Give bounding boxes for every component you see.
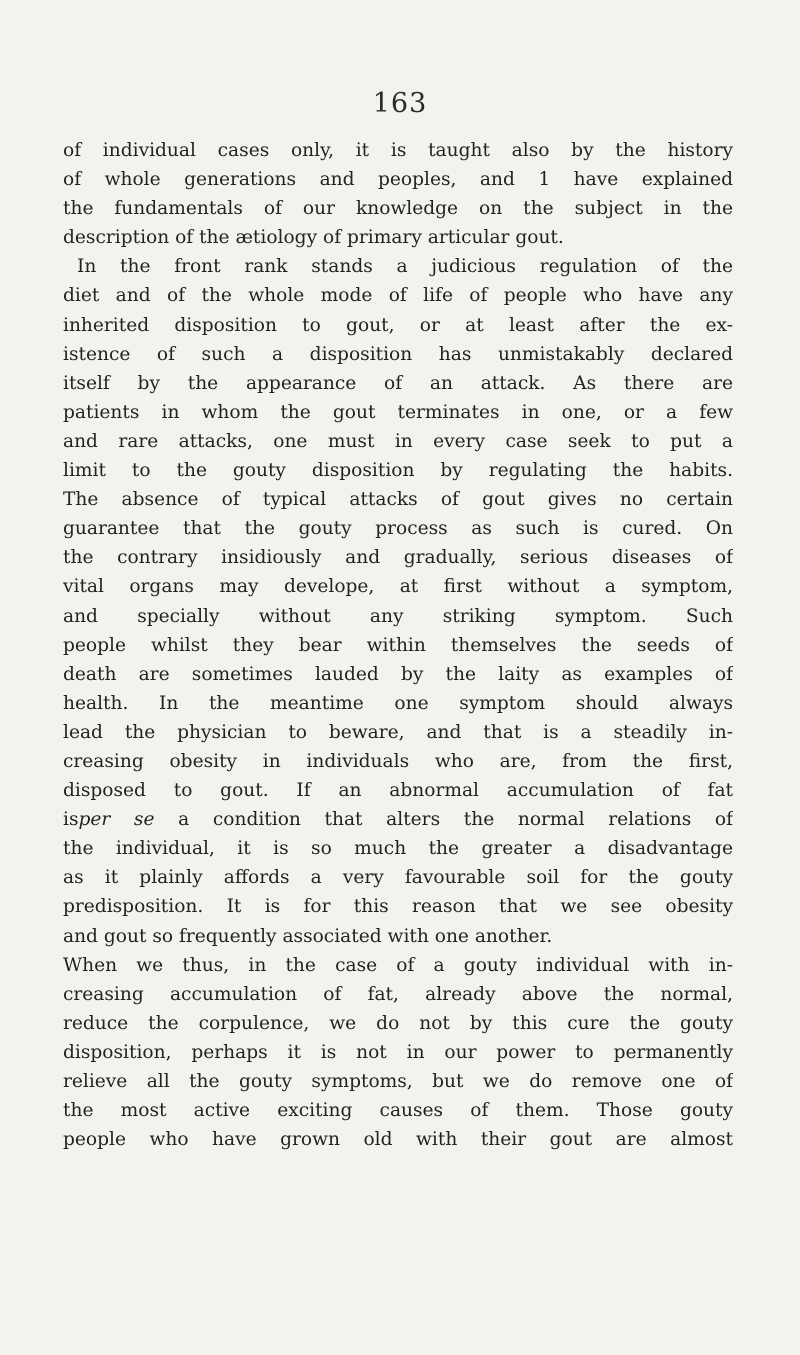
text-line: and gout so frequently associated with one another. [63,925,553,947]
italic-phrase: per se [78,809,155,831]
text-line: and specially without any striking symptom. Such [63,605,733,627]
text-line: itself by the appearance of an attack. As there are [63,372,733,394]
text-line: the most active exciting causes of them. Those gouty [63,1100,733,1122]
text-line: people who have grown old with their gout are almost [63,1129,733,1151]
text-line: reduce the corpulence, we do not by this cure the gouty [63,1012,733,1034]
text-line: inherited disposition to gout, or at least after the ex- [63,314,733,336]
line-prefix: is [63,809,79,831]
text-line: disposition, perhaps it is not in our power to permanently [63,1041,733,1063]
text-line: relieve all the gouty symptoms, but we do remove one of [63,1071,733,1092]
text-line: limit to the gouty disposition by regulating the habits. [63,460,733,482]
text-line: patients in whom the gout terminates in one, or a few [63,401,733,423]
text-line: guarantee that the gouty process as such is cured. On [63,518,733,540]
text-line: of whole generations and peoples, and 1 have explained [63,169,733,191]
text-line: the contrary insidiously and gradually, serious diseases of [63,547,733,569]
line-rest: a condition that alters the normal relations of [178,809,733,831]
text-line: health. In the meantime one symptom should always [63,692,733,714]
text-line: and rare attacks, one must in every case seek to put a [63,430,733,452]
text-line: diet and of the whole mode of life of people who have any [63,285,733,307]
page-number: 163 [372,88,428,119]
text-line: predisposition. It is for this reason that we see obesity [63,896,733,918]
text-line-with-italic [63,805,733,834]
text-line: istence of such a disposition has unmistakably declared [63,343,733,365]
text-line: the individual, it is so much the greater a disadvantage [63,838,733,860]
text-line: as it plainly affords a very favourable soil for the gouty [63,867,733,889]
text-line: the fundamentals of our knowledge on the subject in the [63,198,733,220]
text-line: The absence of typical attacks of gout gives no certain [63,489,733,511]
text-line: of individual cases only, it is taught also by the history [63,140,733,161]
text-line: people whilst they bear within themselves the seeds of [63,634,733,656]
text-line: When we thus, in the case of a gouty individual with in- [63,954,733,976]
text-line: description of the ætiology of primary articular gout. [63,227,564,249]
text-line: creasing accumulation of fat, already above the normal, [63,983,733,1005]
text-line: lead the physician to beware, and that is a steadily in- [63,721,733,743]
text-line: death are sometimes lauded by the laity as examples of [63,663,733,685]
text-line: disposed to gout. If an abnormal accumulation of fat [63,780,733,802]
text-line: vital organs may develope, at first without a symptom, [63,576,733,598]
body-text [63,136,733,1154]
text-line: In the front rank stands a judicious regulation of the [77,256,733,278]
text-line: creasing obesity in individuals who are, from the first, [63,750,733,772]
